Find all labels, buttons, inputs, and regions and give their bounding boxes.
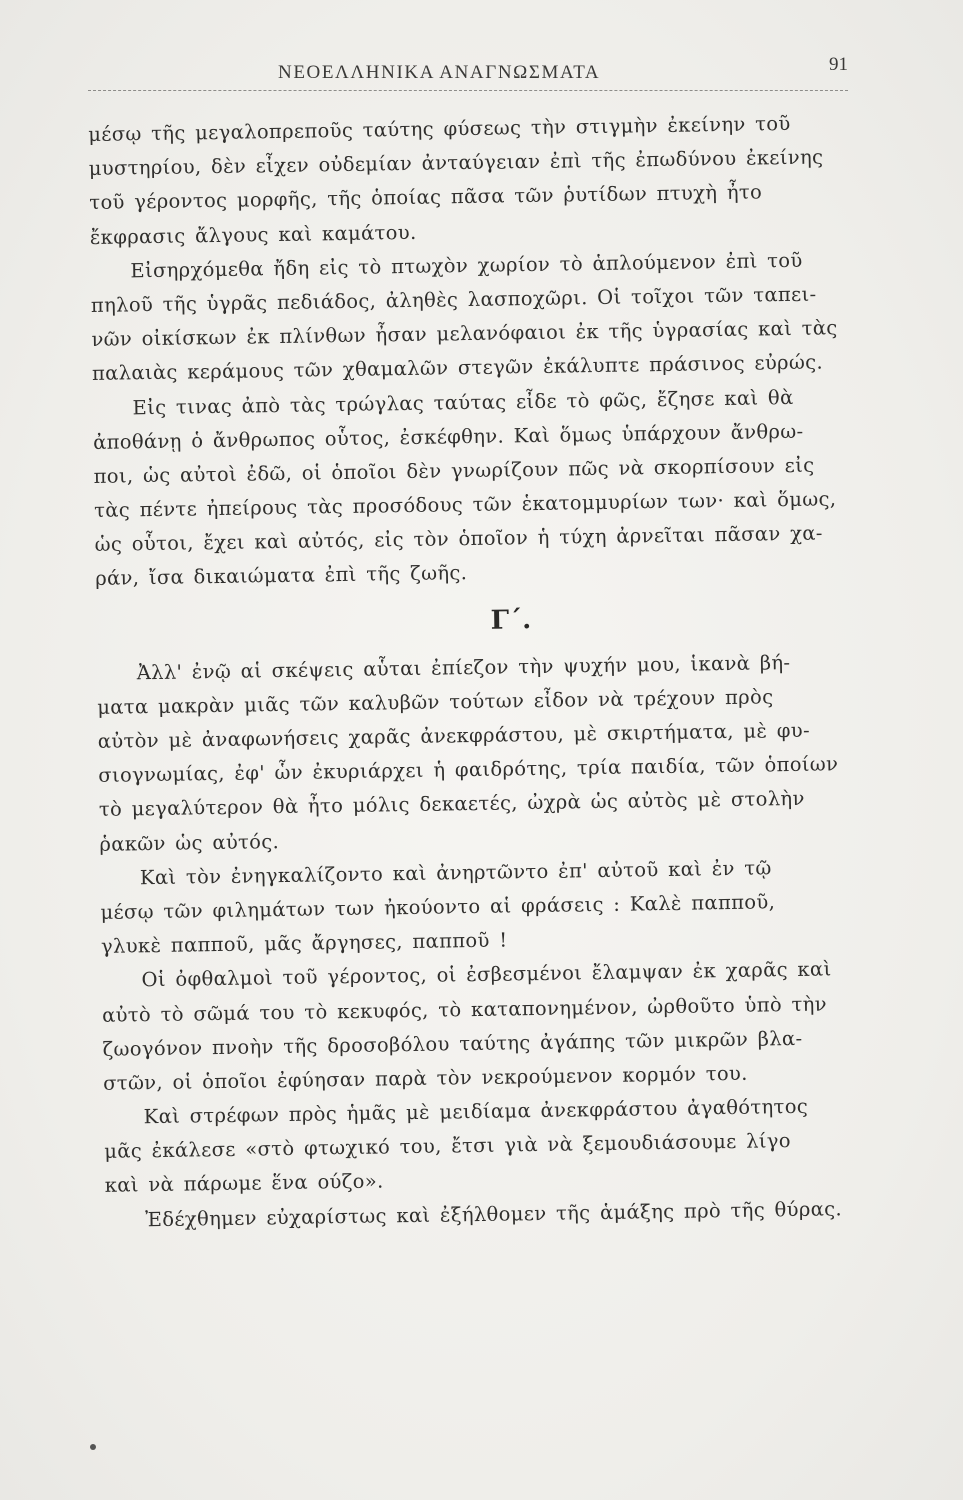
text-line: ματα μακρὰν μιᾶς τῶν καλυβῶν τούτων εἶδον νὰ τρέχουν πρὸς: [97, 685, 774, 719]
text-line: ῥακῶν ὡς αὐτός.: [99, 829, 280, 856]
text-line: σιογνωμίας, ἐφ' ὧν ἐκυριάρχει ἡ φαιδρότης, τρία παιδία, τῶν ὁποίων: [98, 752, 839, 788]
text-line: καὶ νὰ πάρωμε ἕνα ούζο».: [104, 1169, 384, 1198]
running-title: ΝΕΟΕΛΛΗΝΙΚΑ ΑΝΑΓΝΩΣΜΑΤΑ: [278, 62, 601, 83]
text-line: Καὶ τὸν ἐνηγκαλίζοντο καὶ ἀνηρτῶντο ἐπ' αὐτοῦ καὶ ἐν τῷ: [139, 856, 772, 890]
text-line: ἔκφρασις ἄλγους καὶ καμάτου.: [89, 220, 417, 249]
text-line: ράν, ἴσα δικαιώματα ἐπὶ τῆς ζωῆς.: [95, 561, 468, 591]
text-line: τὸ μεγαλύτερον θὰ ἦτο μόλις δεκαετές, ὠχρὰ ὡς αὐτὸς μὲ στολὴν: [98, 787, 805, 822]
text-line: ποι, ὡς αὐτοὶ ἐδῶ, οἱ ὁποῖοι δὲν γνωρίζουν πῶς νὰ σκορπίσουν εἰς: [93, 453, 815, 488]
text-line: Εἰς τινας ἀπὸ τὰς τρώγλας ταύτας εἶδε τὸ φῶς, ἔζησε καὶ θὰ: [132, 385, 794, 419]
text-line: τοῦ γέροντος μορφῆς, τῆς ὁποίας πᾶσα τῶν ῥυτίδων πτυχὴ ἦτο: [89, 180, 763, 215]
body-text: [88, 106, 895, 1238]
text-line: νῶν οἰκίσκων ἐκ πλίνθων ἦσαν μελανόφαιοι ἐκ τῆς ὑγρασίας καὶ τὰς: [91, 316, 838, 352]
running-header: [88, 54, 848, 96]
text-line: τὰς πέντε ἠπείρους τὰς προσόδους τῶν ἑκατομμυρίων των· καὶ ὅμως,: [93, 487, 837, 523]
text-line: αὐτὸ τὸ σῶμά του τὸ κεκυφός, τὸ καταπονημένον, ὠρθοῦτο ὑπὸ τὴν: [101, 992, 828, 1027]
text-line: μέσῳ τῆς μεγαλοπρεποῦς ταύτης φύσεως τὴν στιγμὴν ἐκείνην τοῦ: [88, 111, 791, 146]
text-line: αὐτὸν μὲ ἀναφωνήσεις χαρᾶς ἀνεκφράστου, μὲ σκιρτήματα, μὲ φυ-: [97, 718, 811, 753]
text-line: Οἱ ὀφθαλμοὶ τοῦ γέροντος, οἱ ἐσβεσμένοι ἔλαμψαν ἐκ χαρᾶς καὶ: [141, 957, 832, 992]
text-line: στῶν, οἱ ὁποῖοι ἐφύησαν παρὰ τὸν νεκρούμενον κορμόν του.: [102, 1061, 748, 1095]
text-line: ζωογόνον πνοὴν τῆς δροσοβόλου ταύτης ἀγάπης τῶν μικρῶν βλα-: [102, 1026, 803, 1061]
text-line: μυστηρίου, δὲν εἶχεν οὐδεμίαν ἀνταύγειαν ἐπὶ τῆς ἐπωδύνου ἐκείνης: [88, 145, 824, 181]
text-line: Καὶ στρέφων πρὸς ἡμᾶς μὲ μειδίαμα ἀνεκφράστου ἀγαθότητος: [143, 1094, 809, 1129]
header-rule: [88, 90, 848, 91]
text-line: ἀποθάνῃ ὁ ἄνθρωπος οὗτος, ἐσκέφθην. Καὶ ὅμως ὑπάρχουν ἄνθρω-: [92, 419, 804, 454]
text-line: γλυκὲ παπποῦ, μᾶς ἄργησες, παπποῦ !: [100, 928, 508, 959]
text-line: Εἰσηρχόμεθα ἤδη εἰς τὸ πτωχὸν χωρίον τὸ ἁπλούμενον ἐπὶ τοῦ: [130, 248, 803, 283]
text-line: ὡς οὗτοι, ἔχει καὶ αὐτός, εἰς τὸν ὁποῖον ἡ τύχη ἀρνεῖται πᾶσαν χα-: [94, 521, 823, 557]
text-line: πηλοῦ τῆς ὑγρᾶς πεδιάδος, ἀληθὲς λασποχῶρι. Οἱ τοῖχοι τῶν ταπει-: [90, 282, 817, 317]
page-number: 91: [829, 54, 848, 75]
text-line: Ἀλλ' ἐνῷ αἱ σκέψεις αὗται ἐπίεζον τὴν ψυχήν μου, ἱκανὰ βή-: [136, 650, 791, 684]
text-line: μᾶς ἐκάλεσε «στὸ φτωχικό του, ἔτσι γιὰ νὰ ξεμουδιάσουμε λίγο: [104, 1129, 792, 1164]
ink-speck: [90, 1444, 96, 1450]
text-line: μέσῳ τῶν φιλημάτων των ἠκούοντο αἱ φράσεις : Καλὲ παπποῦ,: [100, 890, 776, 924]
text-line: Ἐδέχθημεν εὐχαρίστως καὶ ἐξήλθομεν τῆς ἁμάξης πρὸ τῆς θύρας.: [145, 1196, 843, 1231]
text-line: παλαιὰς κεράμους τῶν χθαμαλῶν στεγῶν ἐκάλυπτε πράσινος εὐρώς.: [91, 350, 824, 386]
section-heading: Γ΄.: [490, 604, 532, 636]
